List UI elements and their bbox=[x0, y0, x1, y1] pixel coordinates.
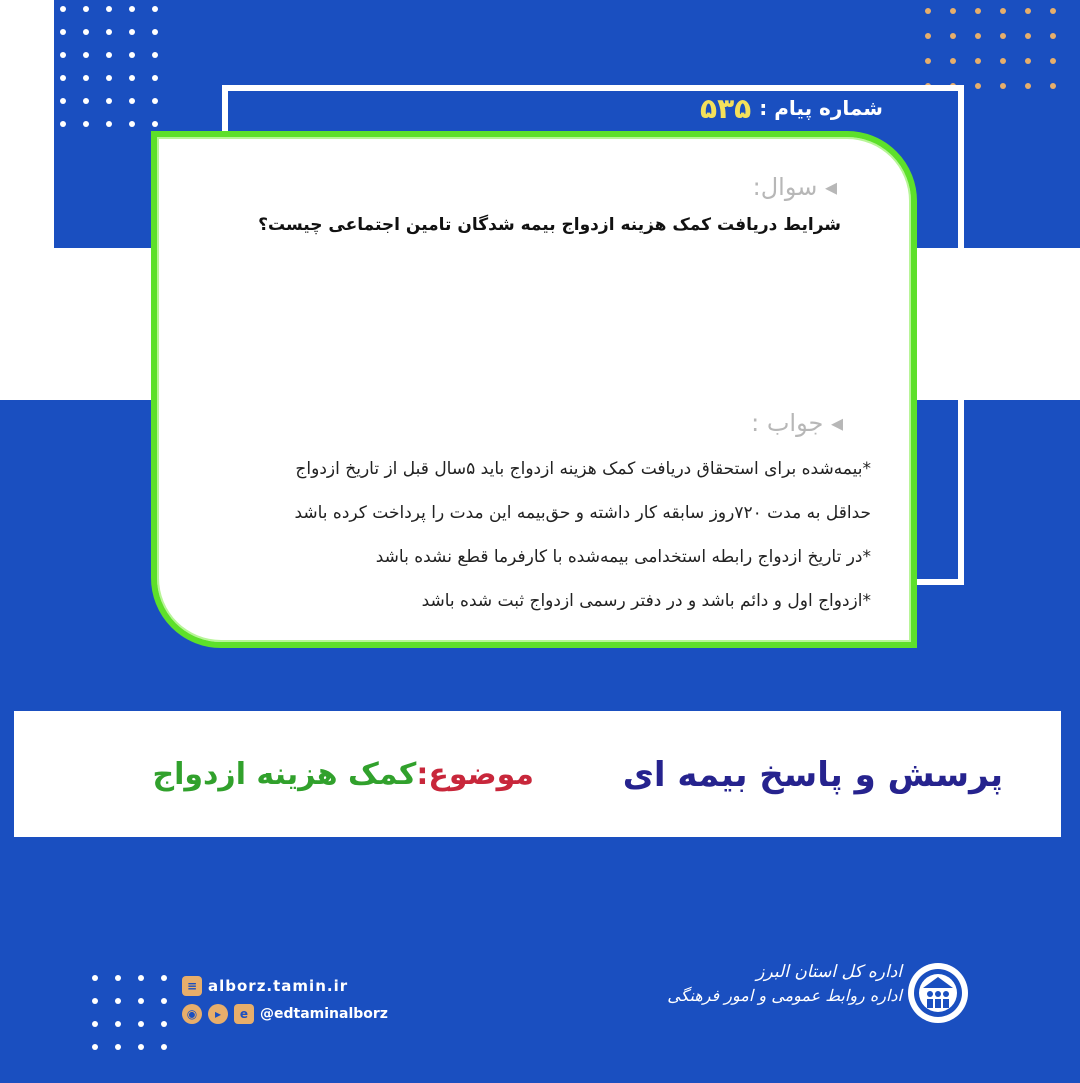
answer-line: حداقل به مدت ۷۲۰روز سابقه کار داشته و حق‌بیمه این مدت را پرداخت کرده باشد bbox=[294, 503, 871, 523]
subject-label: موضوع: bbox=[416, 757, 534, 792]
question-title: ◂ سوال: bbox=[752, 173, 837, 201]
contact-info bbox=[182, 972, 388, 1028]
answer-line: *ازدواج اول و دائم باشد و در دفتر رسمی ازدواج ثبت شده باشد bbox=[421, 591, 871, 611]
message-number-label bbox=[700, 88, 900, 128]
qa-card bbox=[151, 131, 917, 648]
bale-icon: e bbox=[234, 1004, 254, 1024]
organization-name bbox=[667, 962, 902, 1005]
message-number: ۵۳۵ bbox=[700, 91, 752, 125]
answer-title: ◂ جواب : bbox=[751, 409, 843, 437]
question-text: شرایط دریافت کمک هزینه ازدواج بیمه شدگان تامین اجتماعی چیست؟ bbox=[258, 215, 841, 235]
soroush-icon: ▸ bbox=[208, 1004, 228, 1024]
website-icon: ≡ bbox=[182, 976, 202, 996]
decorative-dots-top-left bbox=[60, 6, 158, 127]
answer-line: *بیمه‌شده برای استحقاق دریافت کمک هزینه ازدواج باید ۵سال قبل از تاریخ ازدواج bbox=[295, 459, 871, 479]
org-line-1: اداره کل استان البرز bbox=[756, 962, 902, 982]
banner-subject bbox=[152, 757, 534, 792]
title-banner bbox=[14, 711, 1061, 837]
org-line-2: اداره روابط عمومی و امور فرهنگی bbox=[667, 986, 902, 1005]
decorative-dots-top-right bbox=[925, 8, 1056, 89]
message-label-text: شماره پیام : bbox=[759, 96, 883, 120]
social-handle[interactable]: @edtaminalborz bbox=[260, 1006, 388, 1022]
tamin-logo-icon bbox=[905, 960, 971, 1026]
subject-value: کمک هزینه ازدواج bbox=[152, 757, 417, 792]
answer-body bbox=[171, 447, 871, 623]
eitaa-icon: ◉ bbox=[182, 1004, 202, 1024]
website-link[interactable]: alborz.tamin.ir bbox=[208, 977, 349, 995]
banner-title: پرسش و پاسخ بیمه ای bbox=[622, 755, 1003, 795]
decorative-dots-bottom-left bbox=[92, 975, 167, 1050]
answer-line: *در تاریخ ازدواج رابطه استخدامی بیمه‌شده با کارفرما قطع نشده باشد bbox=[375, 547, 871, 567]
